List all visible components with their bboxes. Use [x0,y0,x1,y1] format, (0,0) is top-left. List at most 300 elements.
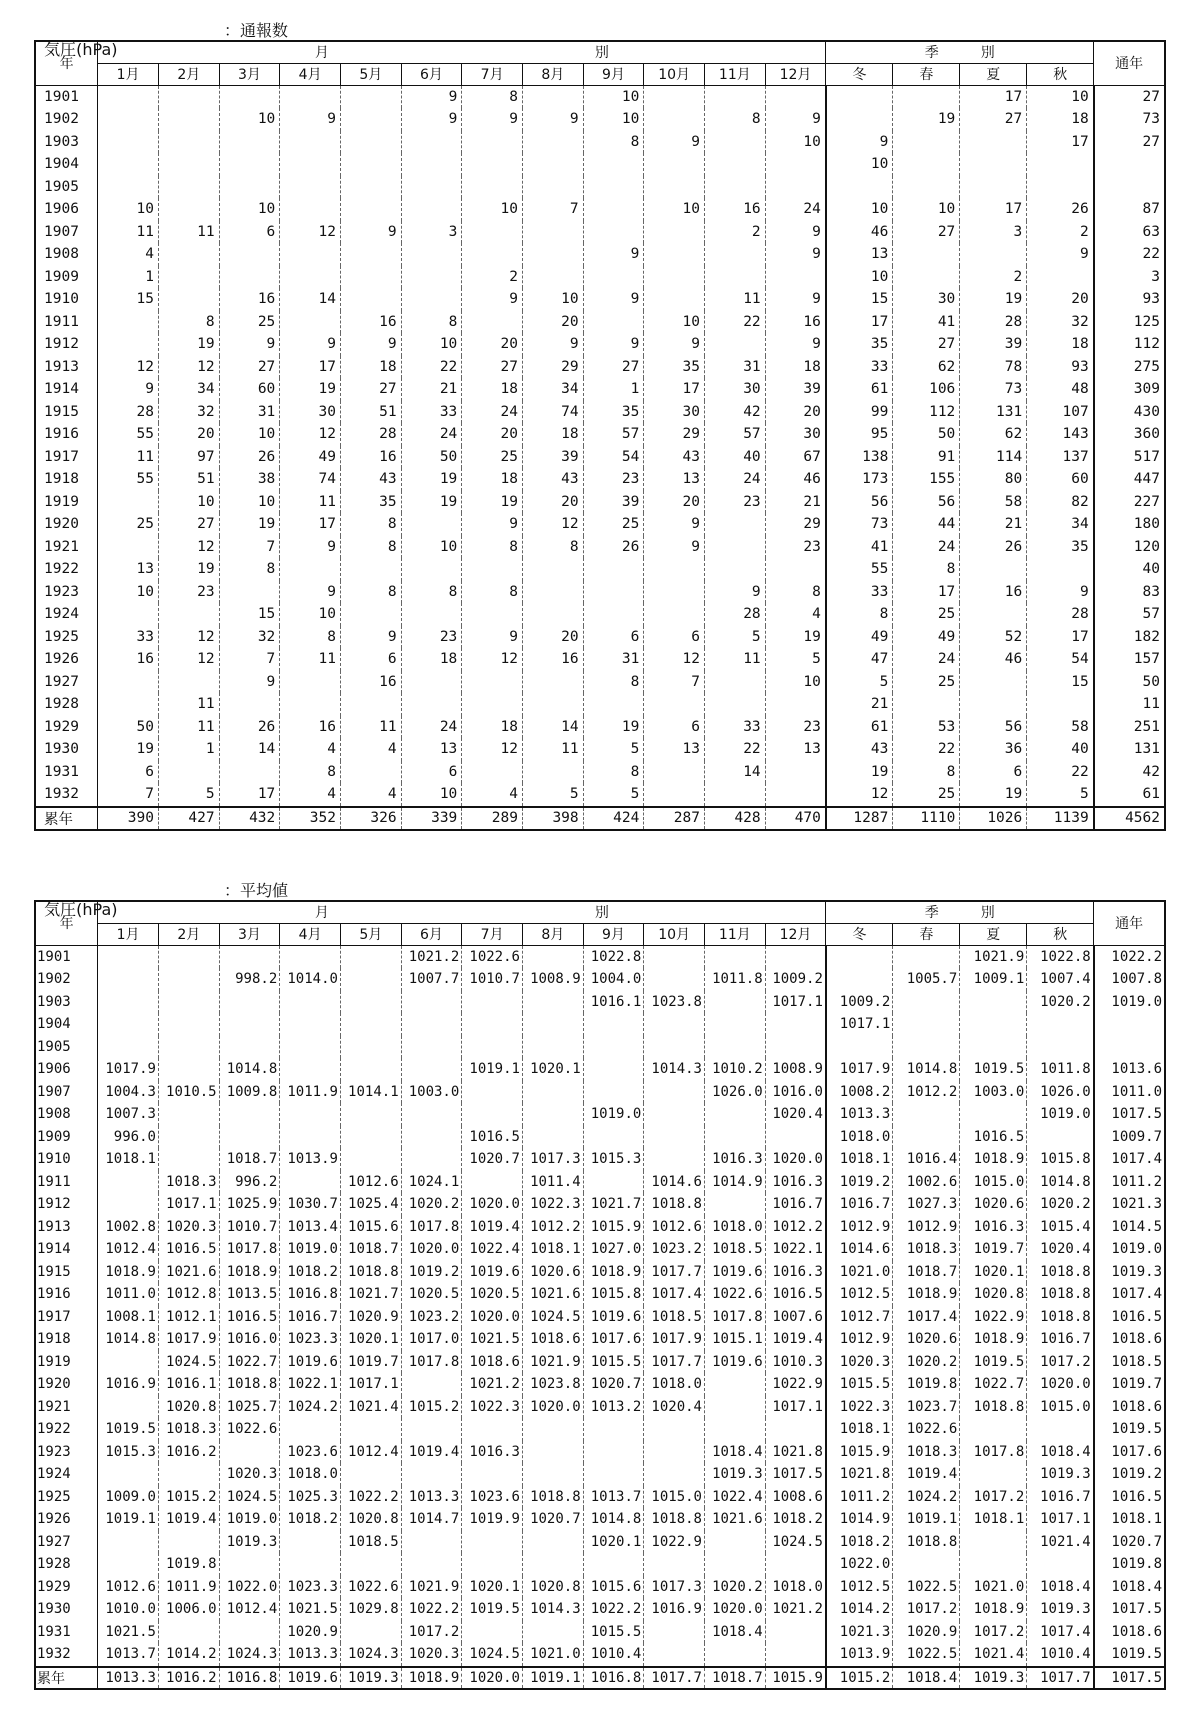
value-cell: 1017.6 [583,1328,644,1351]
table-row [35,1373,1165,1396]
table-row [35,536,1165,559]
value-cell: 61 [826,716,893,739]
value-cell [644,1036,705,1059]
value-cell [340,1036,401,1059]
value-cell [158,288,219,311]
value-cell: 1011.2 [1094,1171,1165,1194]
value-cell: 4562 [1094,807,1165,830]
value-cell: 9 [340,221,401,244]
value-cell: 1022.2 [1094,945,1165,968]
value-cell [704,1643,765,1667]
value-cell: 1017.8 [401,1216,462,1239]
counts-header [35,41,1165,85]
value-cell: 1015.9 [583,1216,644,1239]
value-cell [98,1013,159,1036]
value-cell: 25 [219,311,280,334]
value-cell: 1017.5 [1094,1598,1165,1621]
value-cell: 1020.5 [401,1283,462,1306]
value-cell [98,1553,159,1576]
value-cell [219,693,280,716]
value-cell: 1019.3 [219,1531,280,1554]
value-cell: 1018.4 [1094,1576,1165,1599]
value-cell: 1016.5 [1094,1486,1165,1509]
table-row [35,1553,1165,1576]
value-cell [644,108,705,131]
value-cell: 61 [1094,783,1165,807]
value-cell: 1019.0 [1027,1103,1094,1126]
value-cell: 1016.8 [280,1283,341,1306]
value-cell [158,945,219,968]
value-cell: 1009.2 [826,991,893,1014]
value-cell: 1010.4 [1027,1643,1094,1667]
value-cell: 1021.2 [462,1373,523,1396]
value-cell: 1020.2 [401,1193,462,1216]
value-cell: 1020.0 [401,1238,462,1261]
year-cell: 1931 [35,1621,98,1644]
year-cell: 1923 [35,1441,98,1464]
value-cell: 33 [704,716,765,739]
value-cell: 1017.7 [1027,1667,1094,1689]
value-cell: 1019.6 [462,1261,523,1284]
value-cell: 13 [98,558,159,581]
value-cell: 16 [765,311,826,334]
value-cell [219,1553,280,1576]
value-cell [960,671,1027,694]
value-cell: 1021.7 [340,1283,401,1306]
value-cell: 54 [583,446,644,469]
value-cell: 470 [765,807,826,830]
value-cell: 1018.5 [1094,1351,1165,1374]
value-cell: 180 [1094,513,1165,536]
value-cell [644,1463,705,1486]
value-cell: 1020.0 [522,1396,583,1419]
value-cell [98,176,159,199]
value-cell: 1016.5 [462,1126,523,1149]
value-cell: 1022.6 [219,1418,280,1441]
value-cell [98,153,159,176]
value-cell: 1025.4 [340,1193,401,1216]
value-cell: 1022.4 [462,1238,523,1261]
value-cell [401,603,462,626]
value-cell: 1017.8 [401,1351,462,1374]
value-cell: 1017.8 [960,1441,1027,1464]
value-cell [401,1148,462,1171]
value-cell: 1018.0 [826,1126,893,1149]
value-cell [98,991,159,1014]
value-cell: 1022.0 [219,1576,280,1599]
value-cell: 1019.6 [280,1667,341,1689]
value-cell [219,1013,280,1036]
value-cell: 27 [158,513,219,536]
value-cell [280,243,341,266]
value-cell [462,176,523,199]
value-cell: 1023.7 [893,1396,960,1419]
year-cell: 1910 [35,288,98,311]
value-cell: 16 [340,311,401,334]
value-cell: 1012.7 [826,1306,893,1329]
value-cell: 1024.5 [462,1643,523,1667]
value-cell: 27 [1094,85,1165,108]
value-cell [158,761,219,784]
value-cell: 9 [1027,243,1094,266]
value-cell: 30 [704,378,765,401]
value-cell [960,243,1027,266]
value-cell: 1012.2 [893,1081,960,1104]
season-header: 春 [893,63,960,85]
value-cell: 60 [219,378,280,401]
value-cell: 4 [280,738,341,761]
table-row [35,716,1165,739]
value-cell: 1021.2 [401,945,462,968]
season-header: 夏 [960,63,1027,85]
value-cell [644,1621,705,1644]
value-cell [893,85,960,108]
value-cell: 1006.0 [158,1598,219,1621]
value-cell: 10 [219,491,280,514]
value-cell: 1016.5 [219,1306,280,1329]
value-cell: 1017.2 [960,1621,1027,1644]
value-cell: 1020.1 [340,1328,401,1351]
value-cell [644,153,705,176]
value-cell: 1018.0 [280,1463,341,1486]
value-cell: 19 [158,558,219,581]
year-cell: 1904 [35,153,98,176]
table-row [35,288,1165,311]
value-cell: 1014.1 [340,1081,401,1104]
value-cell: 1020.8 [960,1283,1027,1306]
value-cell: 33 [826,581,893,604]
value-cell [401,1373,462,1396]
seasonal-header: 季 別 [826,41,1094,63]
value-cell: 10 [893,198,960,221]
table-row [35,1418,1165,1441]
year-cell: 1925 [35,1486,98,1509]
seasonal-header: 季 別 [826,901,1094,923]
value-cell: 10 [522,288,583,311]
value-cell: 996.2 [219,1171,280,1194]
value-cell: 1009.8 [219,1081,280,1104]
value-cell: 18 [522,423,583,446]
value-cell [401,513,462,536]
value-cell: 326 [340,807,401,830]
table-row [35,1306,1165,1329]
value-cell: 16 [704,198,765,221]
value-cell: 1017.7 [644,1667,705,1689]
value-cell: 1015.6 [340,1216,401,1239]
value-cell: 1012.9 [826,1328,893,1351]
value-cell: 1018.8 [960,1396,1027,1419]
value-cell: 1009.2 [765,968,826,991]
year-cell: 1927 [35,1531,98,1554]
month-header: 9月 [583,63,644,85]
value-cell: 1017.9 [644,1328,705,1351]
value-cell: 35 [1027,536,1094,559]
value-cell: 120 [1094,536,1165,559]
table-row [35,243,1165,266]
value-cell: 17 [1027,626,1094,649]
value-cell: 1021.4 [960,1643,1027,1667]
value-cell [280,1126,341,1149]
value-cell: 83 [1094,581,1165,604]
value-cell: 46 [765,468,826,491]
value-cell: 25 [98,513,159,536]
value-cell: 1020.4 [1027,1238,1094,1261]
table-row [35,1013,1165,1036]
value-cell: 1012.1 [158,1306,219,1329]
value-cell: 1014.8 [219,1058,280,1081]
value-cell: 15 [826,288,893,311]
value-cell [280,85,341,108]
value-cell: 1018.0 [765,1576,826,1599]
value-cell: 1016.7 [1027,1486,1094,1509]
value-cell: 11 [280,491,341,514]
value-cell: 1013.3 [280,1643,341,1667]
month-header: 9月 [583,923,644,945]
value-cell [158,243,219,266]
table-row [35,1036,1165,1059]
value-cell [826,945,893,968]
value-cell [158,198,219,221]
year-cell: 1916 [35,423,98,446]
value-cell: 1019.3 [1027,1463,1094,1486]
value-cell: 1019.2 [826,1171,893,1194]
value-cell: 40 [1094,558,1165,581]
value-cell: 91 [893,446,960,469]
value-cell: 5 [158,783,219,807]
value-cell: 1025.7 [219,1396,280,1419]
value-cell: 31 [219,401,280,424]
value-cell: 1003.0 [401,1081,462,1104]
value-cell: 1022.1 [280,1373,341,1396]
value-cell [1094,176,1165,199]
table-row [35,266,1165,289]
value-cell: 32 [158,401,219,424]
value-cell: 9 [280,108,341,131]
year-cell: 1916 [35,1283,98,1306]
value-cell: 1013.2 [583,1396,644,1419]
value-cell: 56 [826,491,893,514]
value-cell: 1013.9 [826,1643,893,1667]
value-cell: 1004.3 [98,1081,159,1104]
value-cell: 1019.9 [462,1508,523,1531]
value-cell [1027,1013,1094,1036]
value-cell: 1019.6 [280,1351,341,1374]
value-cell: 1018.9 [960,1148,1027,1171]
value-cell: 1014.9 [826,1508,893,1531]
value-cell: 82 [1027,491,1094,514]
value-cell [401,288,462,311]
table-row [35,603,1165,626]
value-cell [644,1103,705,1126]
value-cell: 1020.1 [960,1261,1027,1284]
value-cell [893,693,960,716]
value-cell: 1010.7 [462,968,523,991]
value-cell [522,266,583,289]
value-cell [583,1058,644,1081]
value-cell [98,1351,159,1374]
value-cell: 1026.0 [1027,1081,1094,1104]
value-cell [704,176,765,199]
year-cell: 1923 [35,581,98,604]
table-row [35,1486,1165,1509]
value-cell: 46 [960,648,1027,671]
value-cell: 1014.0 [280,968,341,991]
value-cell [219,153,280,176]
value-cell: 26 [583,536,644,559]
value-cell: 10 [219,108,280,131]
year-cell: 1930 [35,1598,98,1621]
value-cell: 1020.2 [893,1351,960,1374]
table-row [35,108,1165,131]
value-cell: 18 [765,356,826,379]
table-row [35,378,1165,401]
value-cell [765,1036,826,1059]
value-cell: 157 [1094,648,1165,671]
table-row [35,581,1165,604]
value-cell: 1012.6 [98,1576,159,1599]
value-cell: 62 [893,356,960,379]
value-cell: 10 [583,85,644,108]
value-cell: 9 [280,581,341,604]
value-cell: 12 [462,648,523,671]
value-cell: 1023.3 [280,1576,341,1599]
value-cell: 1016.8 [583,1667,644,1689]
value-cell: 1002.6 [893,1171,960,1194]
value-cell: 1015.0 [960,1171,1027,1194]
value-cell: 1018.6 [1094,1328,1165,1351]
table-row [35,85,1165,108]
value-cell [98,671,159,694]
value-cell: 1023.2 [644,1238,705,1261]
value-cell [280,153,341,176]
value-cell: 10 [765,671,826,694]
value-cell: 1022.2 [401,1598,462,1621]
value-cell [340,1013,401,1036]
value-cell: 1020.3 [826,1351,893,1374]
value-cell: 40 [1027,738,1094,761]
value-cell: 182 [1094,626,1165,649]
value-cell: 28 [960,311,1027,334]
value-cell: 1023.3 [280,1328,341,1351]
value-cell: 1021.9 [522,1351,583,1374]
value-cell: 1021.5 [98,1621,159,1644]
value-cell: 1012.6 [340,1171,401,1194]
table-row [35,1531,1165,1554]
value-cell: 7 [219,536,280,559]
value-cell: 1011.9 [158,1576,219,1599]
value-cell: 11 [340,716,401,739]
value-cell: 1017.1 [765,1396,826,1419]
value-cell: 1018.2 [826,1531,893,1554]
value-cell [462,603,523,626]
value-cell: 97 [158,446,219,469]
table-row [35,423,1165,446]
value-cell: 12 [522,513,583,536]
value-cell: 1019.7 [340,1351,401,1374]
value-cell: 8 [401,311,462,334]
year-cell: 1907 [35,1081,98,1104]
value-cell [98,1396,159,1419]
value-cell: 9 [462,513,523,536]
value-cell: 1020.7 [462,1148,523,1171]
value-cell [522,85,583,108]
value-cell: 4 [462,783,523,807]
year-cell: 1911 [35,311,98,334]
value-cell: 1014.7 [401,1508,462,1531]
value-cell: 447 [1094,468,1165,491]
value-cell [158,1036,219,1059]
value-cell: 46 [826,221,893,244]
value-cell [765,1126,826,1149]
value-cell [583,1036,644,1059]
value-cell [98,311,159,334]
value-cell [98,333,159,356]
value-cell: 1018.9 [960,1598,1027,1621]
value-cell: 131 [960,401,1027,424]
value-cell: 1139 [1027,807,1094,830]
value-cell: 1012.6 [644,1216,705,1239]
value-cell: 11 [704,648,765,671]
value-cell: 1025.9 [219,1193,280,1216]
value-cell: 131 [1094,738,1165,761]
value-cell [340,945,401,968]
value-cell: 9 [765,221,826,244]
value-cell: 10 [1027,85,1094,108]
value-cell [280,198,341,221]
table-row [35,221,1165,244]
value-cell: 1019.5 [960,1351,1027,1374]
value-cell: 1019.1 [522,1667,583,1689]
value-cell [583,1463,644,1486]
value-cell: 1013.7 [98,1643,159,1667]
annual-header: 通年 [1094,41,1165,85]
value-cell [1027,1126,1094,1149]
value-cell [644,945,705,968]
value-cell: 1015.6 [583,1576,644,1599]
value-cell [765,85,826,108]
value-cell: 1015.9 [826,1441,893,1464]
value-cell: 5 [583,783,644,807]
value-cell: 1017.5 [1094,1103,1165,1126]
value-cell: 15 [1027,671,1094,694]
value-cell: 1021.3 [1094,1193,1165,1216]
value-cell: 10 [462,198,523,221]
value-cell [704,333,765,356]
value-cell: 1018.0 [644,1373,705,1396]
value-cell: 1020.0 [462,1193,523,1216]
value-cell: 1016.3 [765,1261,826,1284]
value-cell: 251 [1094,716,1165,739]
value-cell: 996.0 [98,1126,159,1149]
value-cell: 60 [1027,468,1094,491]
value-cell: 8 [893,761,960,784]
value-cell: 10 [219,198,280,221]
value-cell: 1022.6 [704,1283,765,1306]
value-cell: 8 [158,311,219,334]
value-cell [893,991,960,1014]
value-cell: 309 [1094,378,1165,401]
value-cell [401,131,462,154]
value-cell: 1008.2 [826,1081,893,1104]
value-cell: 1024.2 [280,1396,341,1419]
value-cell [522,1553,583,1576]
table-row [35,783,1165,807]
value-cell: 10 [583,108,644,131]
year-cell: 1921 [35,1396,98,1419]
value-cell [765,153,826,176]
value-cell: 11 [280,648,341,671]
season-header: 冬 [826,63,893,85]
